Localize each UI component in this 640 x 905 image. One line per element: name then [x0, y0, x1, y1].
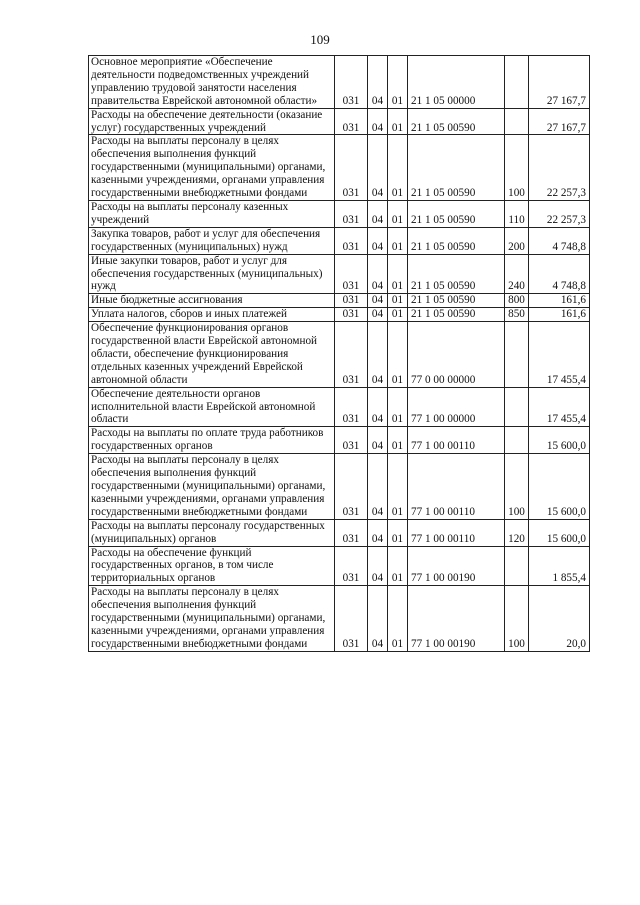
admin-code: 031	[335, 294, 368, 308]
subsection-code: 01	[388, 387, 408, 427]
amount: 4 748,8	[529, 227, 590, 254]
admin-code: 031	[335, 56, 368, 109]
item-name: Расходы на выплаты персоналу в целях обеспечения выполнения функций государственными (муниципальными) органами, казенными учреждениями, органами управления государственными внебюджетными фондами	[89, 586, 335, 652]
table-row	[89, 294, 590, 308]
subsection-code: 01	[388, 200, 408, 227]
subsection-code: 01	[388, 519, 408, 546]
amount: 15 600,0	[529, 454, 590, 520]
admin-code: 031	[335, 519, 368, 546]
section-code: 04	[368, 254, 388, 294]
admin-code: 031	[335, 322, 368, 388]
amount: 27 167,7	[529, 56, 590, 109]
expense-type-code: 240	[505, 254, 529, 294]
section-code: 04	[368, 519, 388, 546]
admin-code: 031	[335, 135, 368, 201]
subsection-code: 01	[388, 308, 408, 322]
expense-type-code: 850	[505, 308, 529, 322]
target-article-code: 77 1 00 00190	[408, 546, 505, 586]
item-name: Иные закупки товаров, работ и услуг для обеспечения государственных (муниципальных) нужд	[89, 254, 335, 294]
item-name: Основное мероприятие «Обеспечение деятельности подведомственных учреждений управлению трудовой занятости населения правительства Еврейской автономной области»	[89, 56, 335, 109]
expense-type-code: 100	[505, 135, 529, 201]
table-row	[89, 227, 590, 254]
section-code: 04	[368, 308, 388, 322]
admin-code: 031	[335, 427, 368, 454]
target-article-code: 21 1 05 00590	[408, 108, 505, 135]
table-row	[89, 519, 590, 546]
table-row	[89, 322, 590, 388]
subsection-code: 01	[388, 135, 408, 201]
target-article-code: 77 1 00 00110	[408, 427, 505, 454]
item-name: Расходы на выплаты по оплате труда работников государственных органов	[89, 427, 335, 454]
section-code: 04	[368, 586, 388, 652]
item-name: Обеспечение функционирования органов государственной власти Еврейской автономной области, обеспечение функционирования отдельных казенных учреждений Еврейской автономной области	[89, 322, 335, 388]
section-code: 04	[368, 322, 388, 388]
amount: 27 167,7	[529, 108, 590, 135]
admin-code: 031	[335, 227, 368, 254]
expense-type-code	[505, 56, 529, 109]
section-code: 04	[368, 387, 388, 427]
amount: 15 600,0	[529, 519, 590, 546]
amount: 4 748,8	[529, 254, 590, 294]
subsection-code: 01	[388, 108, 408, 135]
subsection-code: 01	[388, 294, 408, 308]
subsection-code: 01	[388, 56, 408, 109]
subsection-code: 01	[388, 454, 408, 520]
table-row	[89, 546, 590, 586]
section-code: 04	[368, 294, 388, 308]
expense-type-code: 800	[505, 294, 529, 308]
item-name: Расходы на обеспечение деятельности (оказание услуг) государственных учреждений	[89, 108, 335, 135]
target-article-code: 77 1 00 00000	[408, 387, 505, 427]
subsection-code: 01	[388, 322, 408, 388]
item-name: Расходы на выплаты персоналу в целях обеспечения выполнения функций государственными (муниципальными) органами, казенными учреждениями, органами управления государственными внебюджетными фондами	[89, 454, 335, 520]
expense-type-code	[505, 322, 529, 388]
expense-type-code: 100	[505, 586, 529, 652]
amount: 1 855,4	[529, 546, 590, 586]
table-row	[89, 387, 590, 427]
page-number: 109	[310, 32, 330, 47]
item-name: Уплата налогов, сборов и иных платежей	[89, 308, 335, 322]
amount: 17 455,4	[529, 322, 590, 388]
expense-type-code: 120	[505, 519, 529, 546]
section-code: 04	[368, 56, 388, 109]
table-row	[89, 135, 590, 201]
admin-code: 031	[335, 308, 368, 322]
amount: 161,6	[529, 294, 590, 308]
table-row	[89, 454, 590, 520]
item-name: Расходы на выплаты персоналу в целях обеспечения выполнения функций государственными (муниципальными) органами, казенными учреждениями, органами управления государственными внебюджетными фондами	[89, 135, 335, 201]
subsection-code: 01	[388, 427, 408, 454]
expense-type-code	[505, 546, 529, 586]
section-code: 04	[368, 546, 388, 586]
target-article-code: 77 1 00 00110	[408, 519, 505, 546]
target-article-code: 77 1 00 00110	[408, 454, 505, 520]
budget-table	[88, 55, 590, 652]
admin-code: 031	[335, 108, 368, 135]
subsection-code: 01	[388, 586, 408, 652]
target-article-code: 21 1 05 00590	[408, 308, 505, 322]
expense-type-code: 100	[505, 454, 529, 520]
table-row	[89, 586, 590, 652]
amount: 20,0	[529, 586, 590, 652]
section-code: 04	[368, 200, 388, 227]
item-name: Расходы на выплаты персоналу казенных учреждений	[89, 200, 335, 227]
table-row	[89, 200, 590, 227]
admin-code: 031	[335, 546, 368, 586]
budget-table-body	[89, 56, 590, 652]
amount: 161,6	[529, 308, 590, 322]
amount: 22 257,3	[529, 200, 590, 227]
admin-code: 031	[335, 454, 368, 520]
subsection-code: 01	[388, 546, 408, 586]
target-article-code: 21 1 05 00590	[408, 135, 505, 201]
section-code: 04	[368, 108, 388, 135]
item-name: Расходы на выплаты персоналу государственных (муниципальных) органов	[89, 519, 335, 546]
target-article-code: 77 1 00 00190	[408, 586, 505, 652]
amount: 22 257,3	[529, 135, 590, 201]
table-row	[89, 427, 590, 454]
item-name: Иные бюджетные ассигнования	[89, 294, 335, 308]
subsection-code: 01	[388, 227, 408, 254]
admin-code: 031	[335, 200, 368, 227]
item-name: Расходы на обеспечение функций государственных органов, в том числе территориальных органов	[89, 546, 335, 586]
subsection-code: 01	[388, 254, 408, 294]
table-row	[89, 56, 590, 109]
section-code: 04	[368, 427, 388, 454]
item-name: Обеспечение деятельности органов исполнительной власти Еврейской автономной области	[89, 387, 335, 427]
admin-code: 031	[335, 387, 368, 427]
admin-code: 031	[335, 254, 368, 294]
target-article-code: 77 0 00 00000	[408, 322, 505, 388]
expense-type-code	[505, 387, 529, 427]
section-code: 04	[368, 135, 388, 201]
target-article-code: 21 1 05 00590	[408, 200, 505, 227]
amount: 15 600,0	[529, 427, 590, 454]
section-code: 04	[368, 454, 388, 520]
target-article-code: 21 1 05 00000	[408, 56, 505, 109]
target-article-code: 21 1 05 00590	[408, 294, 505, 308]
target-article-code: 21 1 05 00590	[408, 227, 505, 254]
table-row	[89, 254, 590, 294]
item-name: Закупка товаров, работ и услуг для обеспечения государственных (муниципальных) нужд	[89, 227, 335, 254]
table-row	[89, 108, 590, 135]
admin-code: 031	[335, 586, 368, 652]
expense-type-code	[505, 108, 529, 135]
amount: 17 455,4	[529, 387, 590, 427]
target-article-code: 21 1 05 00590	[408, 254, 505, 294]
expense-type-code: 110	[505, 200, 529, 227]
expense-type-code	[505, 427, 529, 454]
section-code: 04	[368, 227, 388, 254]
table-row	[89, 308, 590, 322]
expense-type-code: 200	[505, 227, 529, 254]
